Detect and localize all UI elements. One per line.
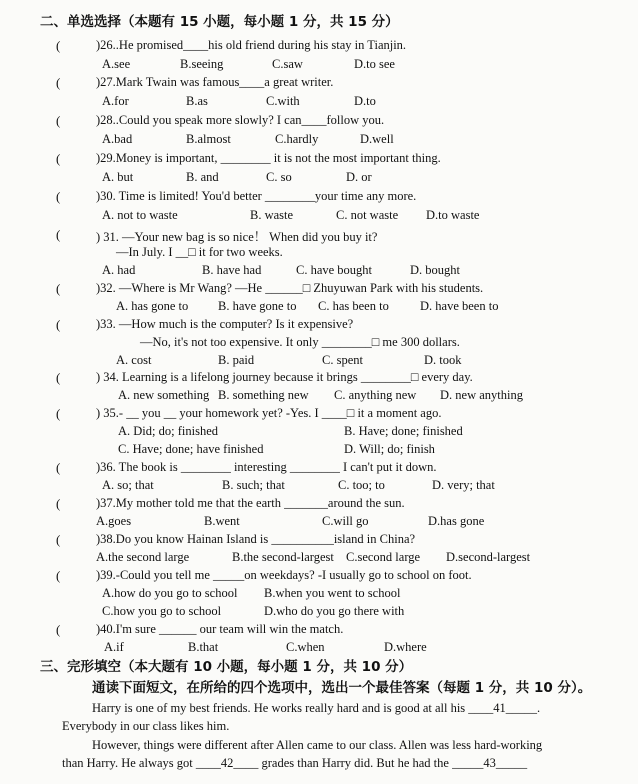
q34-option-a: A. new something [118,388,210,402]
q29-option-c: C. so [266,170,292,184]
q32-option-a: A. has gone to [116,299,189,313]
q31-option-b: B. have had [202,263,262,277]
question-36: )36. The book is ________ interesting ________ I can't put it down. [96,460,437,474]
q38-option-d: D.second-largest [446,550,531,564]
question-37: )37.My mother told me that the earth _______around the sun. [96,496,405,510]
answer-paren: ( [56,38,61,53]
q28-option-a: A.bad [102,132,133,146]
answer-paren: ( [56,496,61,511]
section-2-title: 二、单选选择（本题有 15 小题，每小题 1 分，共 15 分） [40,14,399,30]
q32-option-d: D. have been to [420,299,499,313]
q26-option-a: A.see [102,57,131,71]
q28-option-c: C.hardly [275,132,319,146]
q37-option-a: A.goes [96,514,132,528]
question-35: ) 35.- __ you __ your homework yet? -Yes. I ____□ it a moment ago. [96,406,442,420]
q26-option-c: C.saw [272,57,303,71]
passage-line-1: Harry is one of my best friends. He works really hard and is good at all his ____41_____. [92,701,541,715]
answer-paren: ( [56,189,61,204]
q32-option-b: B. have gone to [218,299,297,313]
answer-paren: ( [56,460,61,475]
q33-option-b: B. paid [218,353,255,367]
answer-paren: ( [56,281,61,296]
q31-option-d: D. bought [410,263,460,277]
answer-paren: ( [56,317,61,332]
question-26: )26..He promised____his old friend during his stay in Tianjin. [96,38,407,52]
q26-option-d: D.to see [354,57,395,71]
answer-paren: ( [56,370,61,385]
answer-paren: ( [56,568,61,583]
q33-option-c: C. spent [322,353,363,367]
q28-option-b: B.almost [186,132,231,146]
question-39: )39.-Could you tell me _____on weekdays? -I usually go to school on foot. [96,568,472,582]
question-32: )32. —Where is Mr Wang? —He ______□ Zhuyuwan Park with his students. [96,281,484,295]
q37-option-d: D.has gone [428,514,485,528]
section-3-instruction: 通读下面短文，在所给的四个选项中，选出一个最佳答案（每题 1 分，共 10 分）。 [92,680,592,696]
q30-option-a: A. not to waste [102,208,178,222]
q36-option-b: B. such; that [222,478,285,492]
question-34: ) 34. Learning is a lifelong journey because it brings ________□ every day. [96,370,473,384]
answer-paren: ( [56,532,61,547]
question-27: )27.Mark Twain was famous____a great writer. [96,75,334,89]
q38-option-c: C.second large [346,550,421,564]
q35-option-c: C. Have; done; have finished [118,442,264,456]
q29-option-b: B. and [186,170,219,184]
q27-option-b: B.as [186,94,208,108]
q40-option-d: D.where [384,640,427,654]
q32-option-c: C. has been to [318,299,389,313]
q27-option-a: A.for [102,94,129,108]
q38-option-a: A.the second large [96,550,190,564]
q37-option-b: B.went [204,514,240,528]
q37-option-c: C.will go [322,514,369,528]
question-40: )40.I'm sure ______ our team will win the match. [96,622,344,636]
question-33: )33. —How much is the computer? Is it expensive? [96,317,354,331]
q39-option-a: A.how do you go to school [102,586,238,600]
q30-option-c: C. not waste [336,208,399,222]
answer-paren: ( [56,406,61,421]
q39-option-c: C.how you go to school [102,604,222,618]
q34-option-b: B. something new [218,388,309,402]
q40-option-c: C.when [286,640,325,654]
question-33-reply: —No, it's not too expensive. It only ________□ me 300 dollars. [140,335,460,349]
q33-option-d: D. took [424,353,462,367]
q40-option-a: A.if [104,640,124,654]
q27-option-c: C.with [266,94,300,108]
question-28: )28..Could you speak more slowly? I can____follow you. [96,113,385,127]
q31-option-a: A. had [102,263,136,277]
q36-option-d: D. very; that [432,478,495,492]
question-30: )30. Time is limited! You'd better ________your time any more. [96,189,417,203]
q30-option-b: B. waste [250,208,294,222]
q36-option-c: C. too; to [338,478,385,492]
q27-option-d: D.to [354,94,376,108]
q35-option-a: A. Did; do; finished [118,424,218,438]
answer-paren: ( [56,227,61,242]
q29-option-a: A. but [102,170,134,184]
q31-option-c: C. have bought [296,263,373,277]
q39-option-b: B.when you went to school [264,586,401,600]
q38-option-b: B.the second-largest [232,550,334,564]
q36-option-a: A. so; that [102,478,154,492]
answer-paren: ( [56,151,61,166]
q26-option-b: B.seeing [180,57,224,71]
q28-option-d: D.well [360,132,394,146]
answer-paren: ( [56,113,61,128]
q29-option-d: D. or [346,170,372,184]
q39-option-d: D.who do you go there with [264,604,405,618]
passage-line-4: than Harry. He always got ____42____ grades than Harry did. But he had the _____43_____ [62,756,528,770]
q34-option-c: C. anything new [334,388,417,402]
q40-option-b: B.that [188,640,219,654]
q30-option-d: D.to waste [426,208,480,222]
question-31: ) 31. —Your new bag is so nice！ When did you buy it? [96,230,378,244]
q35-option-b: B. Have; done; finished [344,424,463,438]
q33-option-a: A. cost [116,353,152,367]
q35-option-d: D. Will; do; finish [344,442,435,456]
question-38: )38.Do you know Hainan Island is __________island in China? [96,532,416,546]
answer-paren: ( [56,622,61,637]
q34-option-d: D. new anything [440,388,523,402]
question-29: )29.Money is important, ________ it is not the most important thing. [96,151,441,165]
answer-paren: ( [56,75,61,90]
passage-line-2: Everybody in our class likes him. [62,719,230,733]
section-3-title: 三、完形填空（本大题有 10 小题，每小题 1 分，共 10 分） [40,659,413,675]
passage-line-3: However, things were different after Allen came to our class. Allen was less hard-working [92,738,543,752]
question-31-reply: —In July. I __□ it for two weeks. [116,245,283,259]
